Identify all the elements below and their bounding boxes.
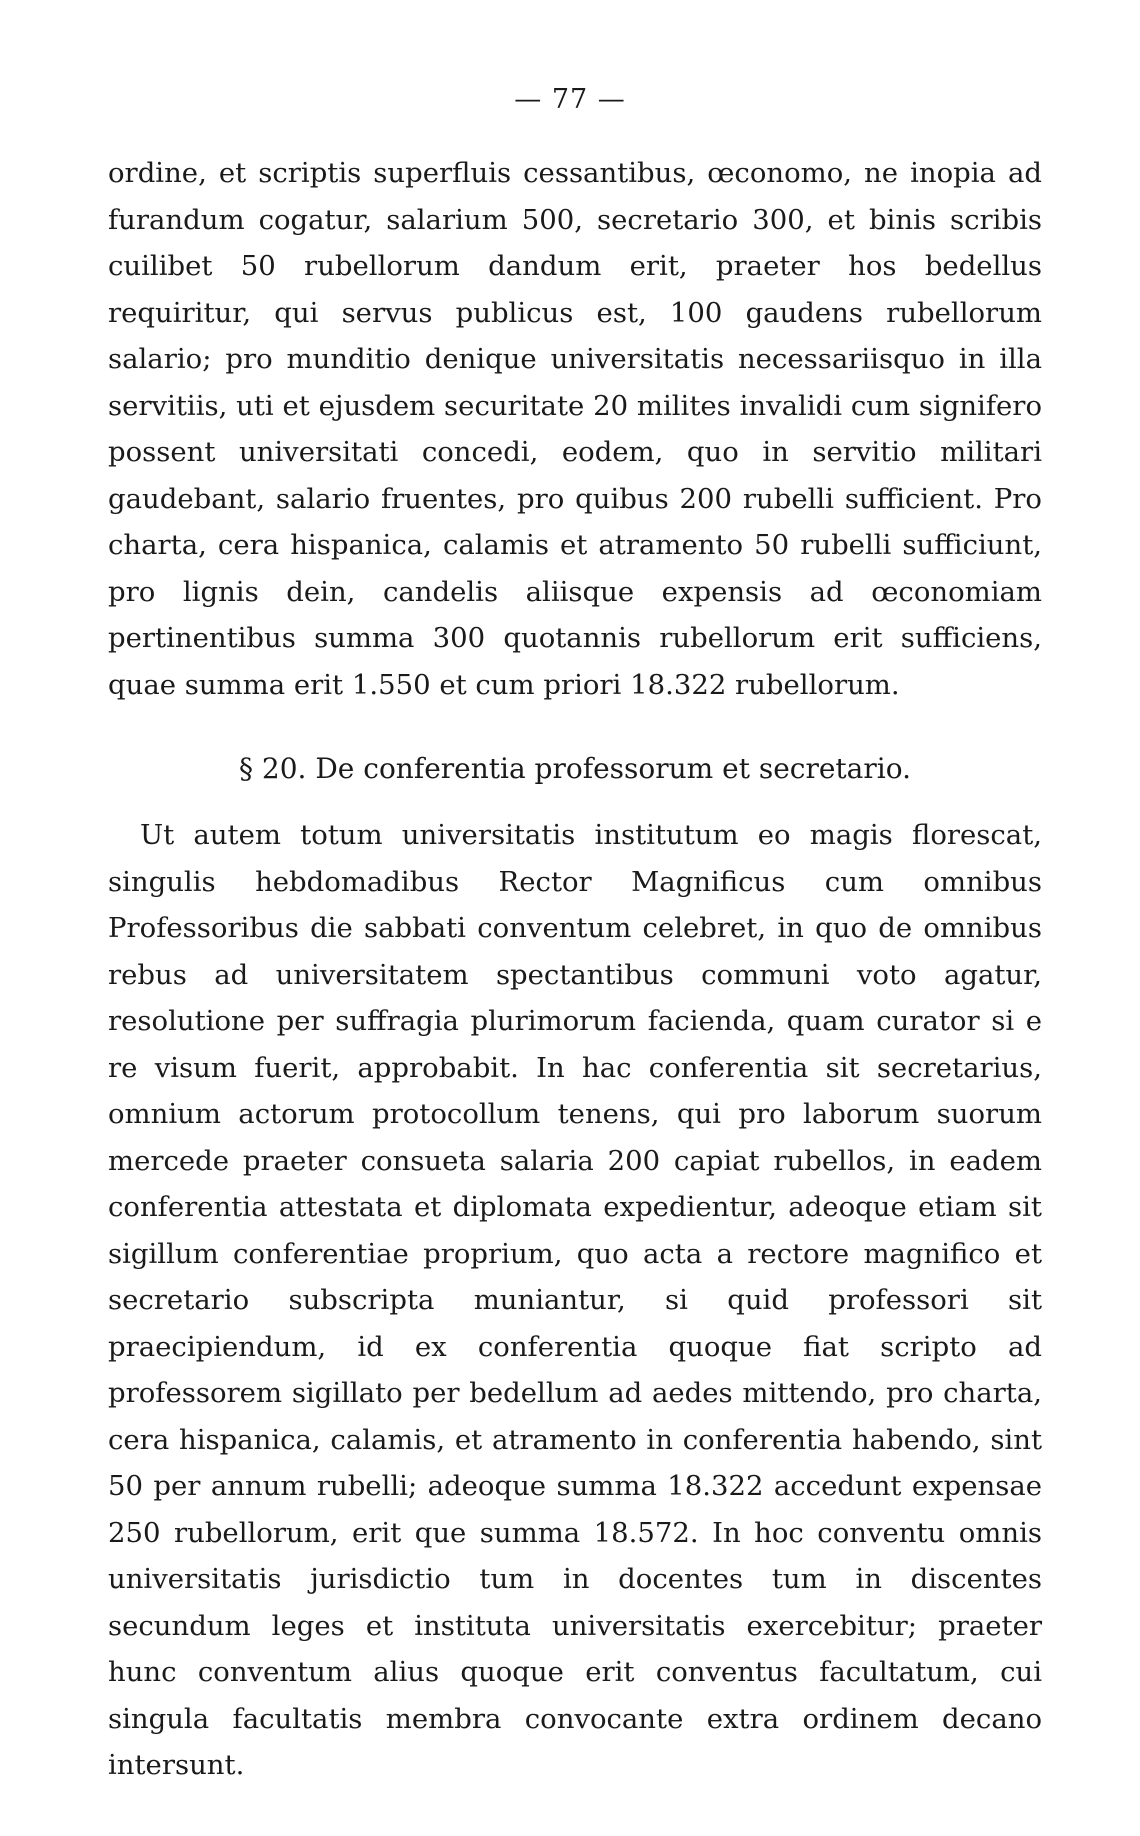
section-heading: § 20. De conferentia professorum et secretario.	[239, 752, 911, 785]
paragraph-continuation: ordine, et scriptis superfluis cessantibus, œconomo, ne inopia ad furandum cogatur, salarium 500, secretario 300, et binis scribis cuilibet 50 rubellorum dandum erit, praeter hos bedellus requiritur, qui servus publicus est, 100 gaudens rubellorum salario; pro munditio denique universitatis necessariisquo in illa servitiis, uti et ejusdem securitate 20 milites invalidi cum signifero possent universitati concedi, eodem, quo in servitio militari gaudebant, salario fruentes, pro quibus 200 rubelli sufficient. Pro charta, cera hispanica, calamis et atramento 50 rubelli sufficiunt, pro lignis dein, candelis aliisque expensis ad œconomiam pertinentibus summa 300 quotannis rubellorum erit sufficiens, quae summa erit 1.550 et cum priori 18.322 rubellorum.	[108, 157, 1042, 701]
page-number: — 77 —	[514, 84, 626, 115]
paragraph-section-20: Ut autem totum universitatis institutum eo magis florescat, singulis hebdomadibus Rector Magnificus cum omnibus Professoribus die sabbati conventum celebret, in quo de omnibus rebus ad universitatem spectantibus communi voto agatur, resolutione per suffragia plurimorum facienda, quam curator si e re visum fuerit, approbabit. In hac conferentia sit secretarius, omnium actorum protocollum tenens, qui pro laborum suorum mercede praeter consueta salaria 200 capiat rubellos, in eadem conferentia attestata et diplomata expedientur, adeoque etiam sit sigillum conferentiae proprium, quo acta a rectore magnifico et secretario subscripta muniantur, si quid professori sit praecipiendum, id ex conferentia quoque fiat scripto ad professorem sigillato per bedellum ad aedes mittendo, pro charta, cera hispanica, calamis, et atramento in conferentia habendo, sint 50 per annum rubelli; adeoque summa 18.322 accedunt expensae 250 rubellorum, erit que summa 18.572. In hoc conventu omnis universitatis jurisdictio tum in docentes tum in discentes secundum leges et instituta universitatis exercebitur; praeter hunc conventum alius quoque erit conventus facultatum, cui singula facultatis membra convocante extra ordinem decano intersunt.	[108, 819, 1042, 1781]
